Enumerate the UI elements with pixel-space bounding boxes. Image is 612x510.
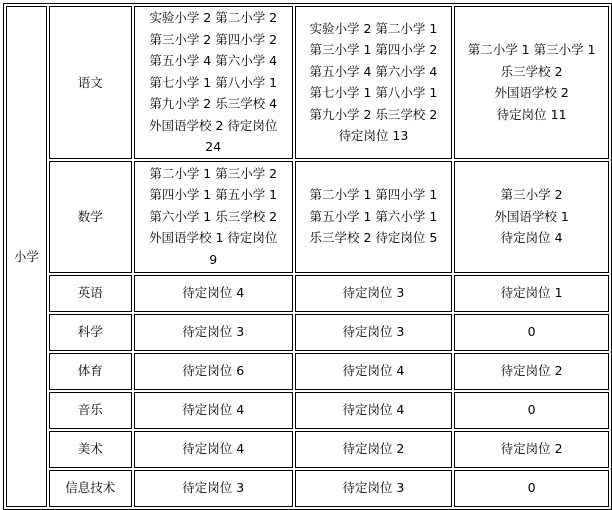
cell-line: 第五小学 4 第六小学 4 bbox=[149, 53, 278, 68]
cell-line: 实验小学 2 第二小学 2 bbox=[149, 10, 278, 25]
cell-line: 待定岗位 13 bbox=[338, 128, 409, 144]
col3-cell bbox=[454, 161, 609, 273]
cell-line: 第七小学 1 第八小学 1 bbox=[149, 74, 278, 90]
subject-cell: 数学 bbox=[49, 161, 132, 273]
cell-line: 第九小学 2 乐三学校 4 bbox=[149, 96, 278, 111]
cell-line: 24 bbox=[205, 139, 222, 154]
subject-cell: 音乐 bbox=[49, 392, 132, 429]
position-allocation-table bbox=[3, 3, 612, 510]
cell-line: 第三小学 2 第四小学 2 bbox=[149, 31, 278, 47]
cell-line: 第六小学 1 乐三学校 2 bbox=[149, 208, 278, 224]
cell-line: 第三小学 2 bbox=[500, 187, 563, 203]
col2-cell: 待定岗位 2 bbox=[295, 431, 453, 468]
table-row bbox=[6, 392, 609, 429]
table-row bbox=[6, 275, 609, 312]
col1-cell: 待定岗位 4 bbox=[134, 431, 293, 468]
category-cell: 小学 bbox=[6, 6, 47, 507]
cell-line: 外国语学校 2 bbox=[494, 85, 569, 101]
table-row bbox=[6, 431, 609, 468]
cell-line: 9 bbox=[209, 251, 218, 267]
subject-cell: 美术 bbox=[49, 431, 132, 468]
subject-cell: 体育 bbox=[49, 353, 132, 390]
cell-line: 实验小学 2 第二小学 1 bbox=[309, 20, 438, 36]
col2-cell: 待定岗位 3 bbox=[295, 470, 453, 507]
cell-line: 第七小学 1 第八小学 1 bbox=[309, 85, 438, 101]
cell-line: 第三小学 1 第四小学 2 bbox=[309, 42, 438, 58]
col1-cell bbox=[134, 161, 293, 273]
table-row bbox=[6, 161, 609, 273]
table-row bbox=[6, 470, 609, 507]
col3-cell bbox=[454, 6, 609, 159]
col1-cell bbox=[134, 6, 293, 159]
col1-cell: 待定岗位 3 bbox=[134, 314, 293, 351]
cell-line: 乐三学校 2 待定岗位 5 bbox=[309, 230, 438, 246]
col3-cell: 待定岗位 2 bbox=[454, 431, 609, 468]
col2-cell bbox=[295, 161, 453, 273]
cell-line: 第九小学 2 乐三学校 2 bbox=[309, 106, 438, 122]
cell-line: 第二小学 1 第三小学 1 bbox=[467, 42, 596, 58]
cell-line: 第四小学 1 第五小学 1 bbox=[149, 187, 278, 203]
cell-line: 第二小学 1 第三小学 2 bbox=[149, 165, 278, 181]
col2-cell bbox=[295, 6, 453, 159]
col1-cell: 待定岗位 4 bbox=[134, 275, 293, 312]
cell-line: 外国语学校 2 待定岗位 bbox=[149, 117, 278, 133]
col2-cell: 待定岗位 3 bbox=[295, 275, 453, 312]
cell-line: 外国语学校 1 待定岗位 bbox=[149, 230, 278, 246]
cell-line: 第五小学 1 第六小学 1 bbox=[309, 208, 438, 224]
cell-line: 第二小学 1 第四小学 1 bbox=[309, 187, 438, 203]
subject-cell: 科学 bbox=[49, 314, 132, 351]
col2-cell: 待定岗位 4 bbox=[295, 353, 453, 390]
cell-line: 乐三学校 2 bbox=[500, 63, 563, 79]
table-row bbox=[6, 6, 609, 159]
col1-cell: 待定岗位 6 bbox=[134, 353, 293, 390]
subject-cell: 语文 bbox=[49, 6, 132, 159]
col2-cell: 待定岗位 3 bbox=[295, 314, 453, 351]
col3-cell: 待定岗位 1 bbox=[454, 275, 609, 312]
col3-cell: 待定岗位 2 bbox=[454, 353, 609, 390]
cell-line: 第五小学 4 第六小学 4 bbox=[309, 63, 438, 79]
table-row bbox=[6, 314, 609, 351]
cell-line: 外国语学校 1 bbox=[494, 208, 569, 224]
table-row bbox=[6, 353, 609, 390]
col2-cell: 待定岗位 4 bbox=[295, 392, 453, 429]
col1-cell: 待定岗位 3 bbox=[134, 470, 293, 507]
col3-cell: 0 bbox=[454, 392, 609, 429]
cell-line: 待定岗位 11 bbox=[496, 106, 567, 122]
subject-cell: 信息技术 bbox=[49, 470, 132, 507]
col3-cell: 0 bbox=[454, 470, 609, 507]
col3-cell: 0 bbox=[454, 314, 609, 351]
cell-line: 待定岗位 4 bbox=[500, 230, 563, 246]
col1-cell: 待定岗位 4 bbox=[134, 392, 293, 429]
subject-cell: 英语 bbox=[49, 275, 132, 312]
